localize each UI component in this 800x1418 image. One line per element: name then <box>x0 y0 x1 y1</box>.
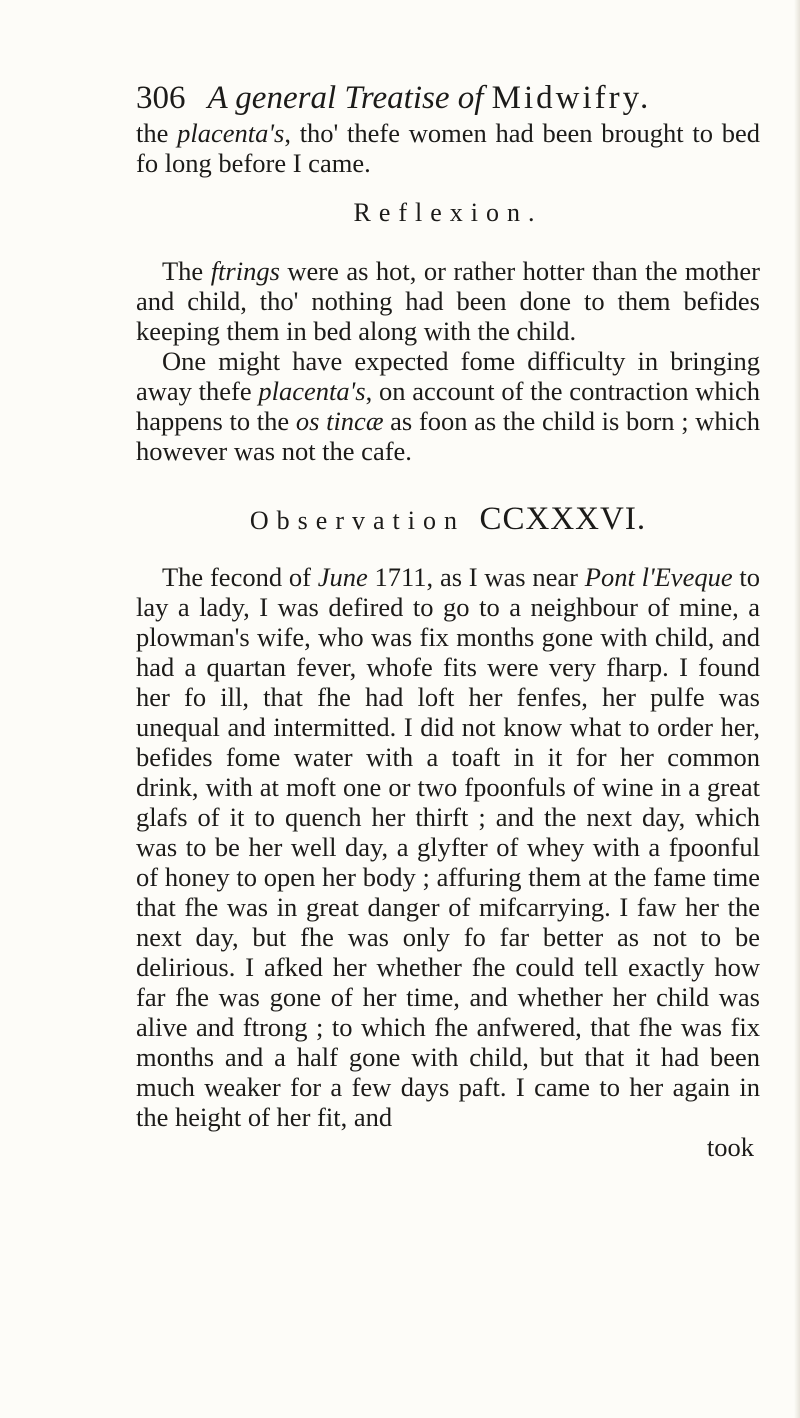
observation-text-3: to lay a lady, I was defired to go to a neighbour of mine, a plowman's wife, who was fix months gone with child, and had a quartan fever, whofe fits were very fharp. I found her fo ill, that fhe had loft her fenfes, her pulfe was unequal and intermitted. I did not know what to order her, befides fome water with a toaft in it for her common drink, with at moft one or two fpoonfuls of wine in a great glafs of it to quench her thirft ; and the next day, which was to be her well day, a glyfter of whey with a fpoonful of honey to open her body ; affuring them at the fame time that fhe was in great danger of mifcarrying. I faw her the next day, but fhe was only fo far better as not to be delirious. I afked her whether fhe could tell exactly how far fhe was gone of her time, and whether her child was alive and ftrong ; to which fhe anfwered, that fhe was fix months and a half gone with child, but that it had been much weaker for a few days paft. I came to her again in the height of her fit, and <box>136 562 760 1132</box>
page-number: 306 <box>136 80 186 116</box>
intro-text-1: the <box>136 118 178 148</box>
reflexion-p2-text-1: One might have expected fome difficulty in bringing away thefe <box>136 346 760 406</box>
observation-heading <box>136 502 760 536</box>
reflexion-paragraph-2 <box>136 346 760 466</box>
running-title-caps: Midwifry. <box>491 80 652 116</box>
reflexion-p1-text-2: were as hot, or rather hotter than the mother and child, tho' nothing had been done to them befides keeping them in bed along with the child. <box>136 256 760 346</box>
reflexion-p1-text-1: The <box>162 256 211 286</box>
observation-paragraph <box>136 562 760 1132</box>
reflexion-heading: Reflexion. <box>353 198 543 227</box>
reflexion-paragraph-1 <box>136 256 760 346</box>
intro-text-2: , tho' thefe women had been brought to bed fo long before I came. <box>136 118 760 178</box>
observation-italic-1: June <box>317 562 368 592</box>
reflexion-p1-italic-1: ftrings <box>210 256 280 286</box>
catchword: took <box>706 1132 754 1162</box>
intro-italic-1: placenta's <box>177 118 285 148</box>
running-title-italic: A general Treatise of <box>207 80 484 116</box>
observation-text-2: 1711, as I was near <box>367 562 585 592</box>
running-title <box>208 78 652 118</box>
observation-heading-word: Observation <box>249 506 465 535</box>
reflexion-p2-italic-1: placenta's <box>258 376 366 406</box>
reflexion-p2-text-2: , on account of the contraction which happens to the <box>136 376 761 436</box>
reflexion-p2-italic-2: os tincæ <box>295 406 384 436</box>
running-head <box>136 78 760 118</box>
reflexion-p2-text-3: as foon as the child is born ; which however was not the cafe. <box>136 406 760 466</box>
observation-italic-2: Pont l'Eveque <box>584 562 733 592</box>
page-edge-shadow <box>794 0 800 1418</box>
intro-paragraph <box>136 118 760 178</box>
observation-text-1: The fecond of <box>162 562 318 592</box>
observation-heading-number: CCXXXVI. <box>479 501 647 537</box>
